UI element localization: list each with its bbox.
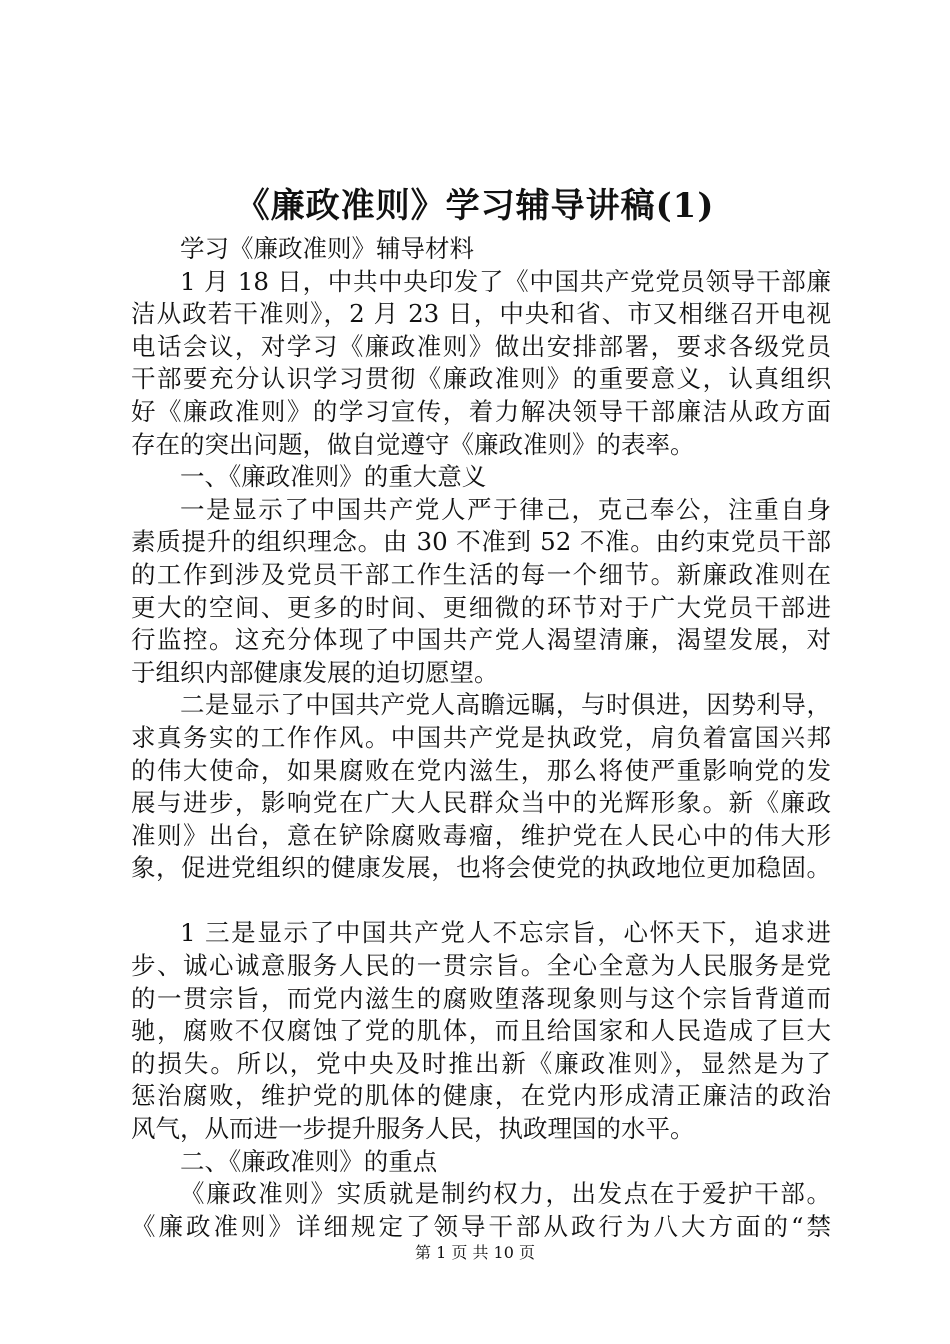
paragraph-line: 象，促进党组织的健康发展，也将会使党的执政地位更加稳固。 (131, 853, 831, 883)
paragraph-line: 惩治腐败，维护党的肌体的健康，在党内形成清正廉洁的政治 (131, 1081, 831, 1111)
paragraph-line: 行监控。这充分体现了中国共产党人渴望清廉，渴望发展，对 (131, 625, 831, 655)
paragraph-line: 的工作到涉及党员干部工作生活的每一个细节。新廉政准则在 (131, 559, 831, 589)
subtitle-line: 学习《廉政准则》辅导材料 (180, 234, 474, 263)
paragraph-line: 的一贯宗旨，而党内滋生的腐败堕落现象则与这个宗旨背道而 (131, 983, 831, 1013)
paragraph-line: 求真务实的工作作风。中国共产党是执政党，肩负着富国兴邦 (131, 722, 831, 752)
section-heading: 二、《廉政准则》的重点 (180, 1146, 438, 1176)
paragraph-line: 驰，腐败不仅腐蚀了党的肌体，而且给国家和人民造成了巨大 (131, 1016, 831, 1046)
paragraph-line: 1 三是显示了中国共产党人不忘宗旨，心怀天下，追求进 (180, 918, 831, 948)
paragraph-line: 一是显示了中国共产党人严于律己，克己奉公，注重自身 (180, 494, 831, 524)
section-heading: 一、《廉政准则》的重大意义 (180, 462, 487, 492)
paragraph-line: 步、诚心诚意服务人民的一贯宗旨。全心全意为人民服务是党 (131, 951, 831, 981)
paragraph-line: 的伟大使命，如果腐败在党内滋生，那么将使严重影响党的发 (131, 755, 831, 785)
paragraph-line: 准则》出台，意在铲除腐败毒瘤，维护党在人民心中的伟大形 (131, 820, 831, 850)
paragraph-line: 二是显示了中国共产党人高瞻远瞩，与时俱进，因势利导， (180, 690, 831, 720)
paragraph-line: 好《廉政准则》的学习宣传，着力解决领导干部廉洁从政方面 (131, 396, 831, 426)
paragraph-line: 1 月 18 日，中共中央印发了《中国共产党党员领导干部廉 (180, 266, 831, 296)
blank-line (131, 885, 831, 918)
paragraph-line: 的损失。所以，党中央及时推出新《廉政准则》，显然是为了 (131, 1048, 831, 1078)
paragraph-line: 于组织内部健康发展的迫切愿望。 (131, 657, 499, 687)
paragraph-line: 素质提升的组织理念。由 30 不准到 52 不准。由约束党员干部 (131, 527, 831, 557)
paragraph-line: 存在的突出问题，做自觉遵守《廉政准则》的表率。 (131, 429, 695, 459)
page-footer: 第 1 页 共 10 页 (415, 1243, 535, 1262)
paragraph-line: 洁从政若干准则》，2 月 23 日，中央和省、市又相继召开电视 (131, 299, 831, 329)
document-title: 《廉政准则》学习辅导讲稿(1) (235, 186, 715, 226)
paragraph-line: 《廉政准则》详细规定了领导干部从政行为八大方面的“禁 (131, 1211, 831, 1241)
paragraph-line: 更大的空间、更多的时间、更细微的环节对于广大党员干部进 (131, 592, 831, 622)
paragraph-line: 风气，从而进一步提升服务人民，执政理国的水平。 (131, 1114, 695, 1144)
paragraph-line: 展与进步，影响党在广大人民群众当中的光辉形象。新《廉政 (131, 788, 831, 818)
document-body (131, 233, 831, 1243)
paragraph-line: 《廉政准则》实质就是制约权力，出发点在于爱护干部。 (180, 1179, 831, 1209)
paragraph-line: 干部要充分认识学习贯彻《廉政准则》的重要意义，认真组织 (131, 364, 831, 394)
paragraph-line: 电话会议，对学习《廉政准则》做出安排部署，要求各级党员 (131, 331, 831, 361)
